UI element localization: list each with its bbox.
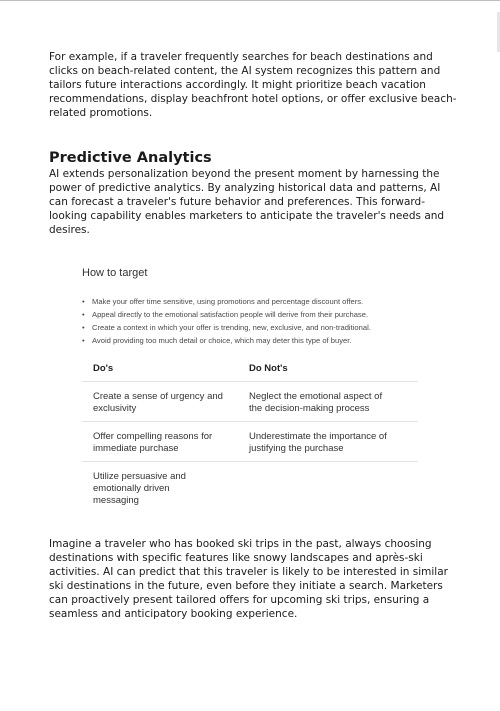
paragraph-ski-example: Imagine a traveler who has booked ski trips in the past, always choosing destinations with specific features like snowy landscapes and après-ski activities. AI can predict that this traveler is likely to be interested in similar ski destinations in the future, even before they initiate a search. Marketers can proactively present tailored offers for upcoming ski trips, ensuring a seamless and anticipatory booking experience.	[49, 538, 448, 620]
table-divider	[82, 381, 418, 382]
card-title: How to target	[82, 267, 148, 279]
paragraph-beach-example: For example, if a traveler frequently searches for beach destinations and clicks on beach-related content, the AI system recognizes this pattern and tailors future interactions accordingly. It might prioritize beach vacation recommendations, display beachfront hotel options, or offer exclusive beach-related promotions.	[49, 51, 457, 119]
table-cell-dont: Neglect the emotional aspect of the decision-making process	[249, 391, 383, 414]
bullet-item: • Make your offer time sensitive, using promotions and percentage discount offers.	[82, 297, 364, 306]
bullet-item: • Create a context in which your offer is trending, new, exclusive, and non-traditional.	[82, 323, 371, 332]
bullet-item: • Avoid providing too much detail or choice, which may deter this type of buyer.	[82, 336, 352, 345]
table-cell-do: Offer compelling reasons for immediate purchase	[93, 431, 213, 454]
section-heading: Predictive Analytics	[49, 150, 212, 166]
top-border	[0, 0, 500, 1]
targeting-bullets	[82, 295, 371, 347]
table-header-dos: Do's	[93, 363, 114, 374]
bullet-icon: •	[82, 336, 85, 345]
paragraph-predictive: AI extends personalization beyond the present moment by harnessing the power of predictive analytics. By analyzing historical data and patterns, AI can forecast a traveler's future behavior and preferences. This forward-looking capability enables marketers to anticipate the traveler's needs and desires.	[49, 168, 445, 236]
table-divider	[82, 421, 418, 422]
table-cell-do: Create a sense of urgency and exclusivity	[93, 391, 223, 414]
table-cell-do: Utilize persuasive and emotionally driven messaging	[93, 471, 186, 506]
table-header-donts: Do Not's	[249, 363, 288, 374]
bullet-icon: •	[82, 323, 85, 332]
table-cell-dont: Underestimate the importance of justifying the purchase	[249, 431, 387, 454]
bullet-icon: •	[82, 310, 85, 319]
table-divider	[82, 461, 418, 462]
bullet-icon: •	[82, 297, 85, 306]
bullet-item: • Appeal directly to the emotional satisfaction people will derive from their purchase.	[82, 310, 369, 319]
